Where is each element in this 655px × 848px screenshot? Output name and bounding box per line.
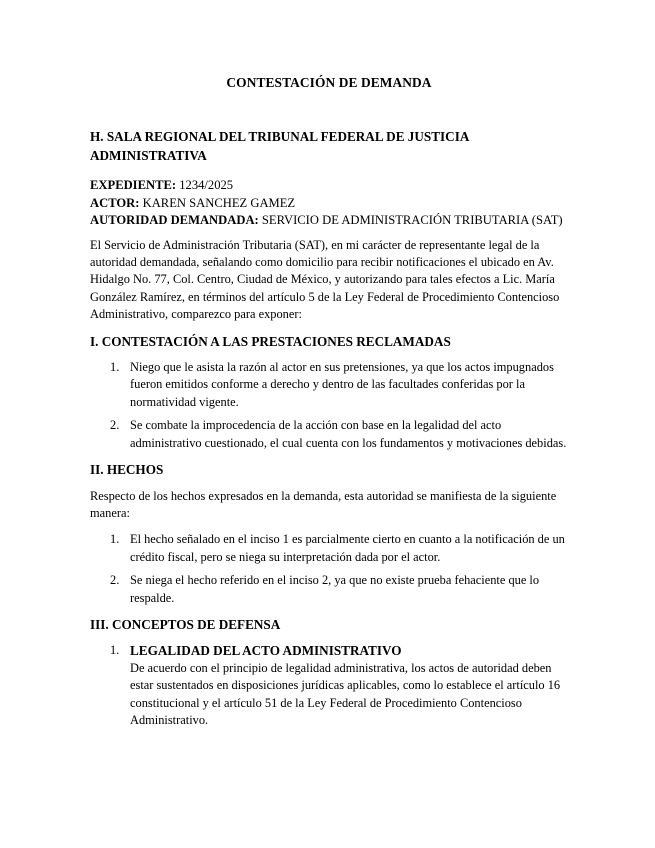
section-3-heading: III. CONCEPTOS DE DEFENSA [90, 616, 281, 632]
section-2-heading: II. HECHOS [90, 462, 164, 478]
list-item-text: De acuerdo con el principio de legalidad administrativa, los actos de autoridad deben estar sustentados en disposiciones jurídicas aplicables, como lo establece el artículo 16 constitucional y el artículo 51 de la Ley Federal de Procedimiento Contencioso Administrativo. [130, 660, 561, 727]
section-2-list [90, 531, 568, 607]
list-item-number: 1. [110, 643, 120, 658]
list-item-text: Niego que le asista la razón al actor en sus pretensiones, ya que los actos impugnados fueron emitidos conforme a derecho y dentro de las facultades conferidas por la normatividad vigente. [130, 360, 554, 409]
list-item-number: 1. [110, 532, 120, 547]
expediente-label: EXPEDIENTE: [90, 178, 177, 193]
section-1-list [90, 359, 568, 452]
actor-line [90, 195, 568, 212]
list-item [90, 531, 568, 566]
intro-paragraph: El Servicio de Administración Tributaria (SAT), en mi carácter de representante legal de la autoridad demandada, señalando como domicilio para recibir notificaciones el ubicado en Av. Hidalgo No. 77, Col. Centro, Ciudad de México, y autorizando para tales efectos a Lic. María González Ramírez, en términos del artículo 5 de la Ley Federal de Procedimiento Contencioso Administrativo, comparezco para exponer: [90, 237, 560, 322]
list-item-number: 1. [110, 360, 120, 375]
list-item [90, 417, 568, 452]
autoridad-line [90, 212, 568, 229]
list-item [90, 572, 568, 607]
expediente-value: 1234/2025 [176, 178, 234, 193]
list-item [90, 642, 568, 729]
list-item-number: 2. [110, 573, 120, 588]
list-item [90, 359, 568, 411]
document-title: CONTESTACIÓN DE DEMANDA [226, 75, 432, 90]
expediente-line [90, 177, 568, 194]
list-item-text: Se niega el hecho referido en el inciso 2, ya que no existe prueba fehaciente que lo respalde. [130, 573, 540, 605]
tribunal-heading: H. SALA REGIONAL DEL TRIBUNAL FEDERAL DE JUSTICIA ADMINISTRATIVA [90, 129, 469, 163]
list-item-text: El hecho señalado en el inciso 1 es parcialmente cierto en cuanto a la notificación de un crédito fiscal, pero se niega su interpretación dada por el actor. [130, 532, 565, 564]
actor-value: KAREN SANCHEZ GAMEZ [139, 195, 296, 210]
concept-title: LEGALIDAD DEL ACTO ADMINISTRATIVO [130, 643, 402, 659]
document-page [90, 74, 568, 738]
autoridad-label: AUTORIDAD DEMANDADA: [90, 213, 259, 228]
section-2-intro: Respecto de los hechos expresados en la demanda, esta autoridad se manifiesta de la siguiente manera: [90, 488, 557, 520]
actor-label: ACTOR: [90, 195, 140, 210]
case-metadata [90, 177, 568, 229]
autoridad-value: SERVICIO DE ADMINISTRACIÓN TRIBUTARIA (SAT) [258, 213, 563, 228]
section-3-list [90, 642, 568, 729]
list-item-number: 2. [110, 418, 120, 433]
list-item-text: Se combate la improcedencia de la acción con base en la legalidad del acto administrativo cuestionado, el cual cuenta con los fundamentos y motivaciones debidas. [130, 418, 567, 450]
section-1-heading: I. CONTESTACIÓN A LAS PRESTACIONES RECLAMADAS [90, 333, 451, 349]
